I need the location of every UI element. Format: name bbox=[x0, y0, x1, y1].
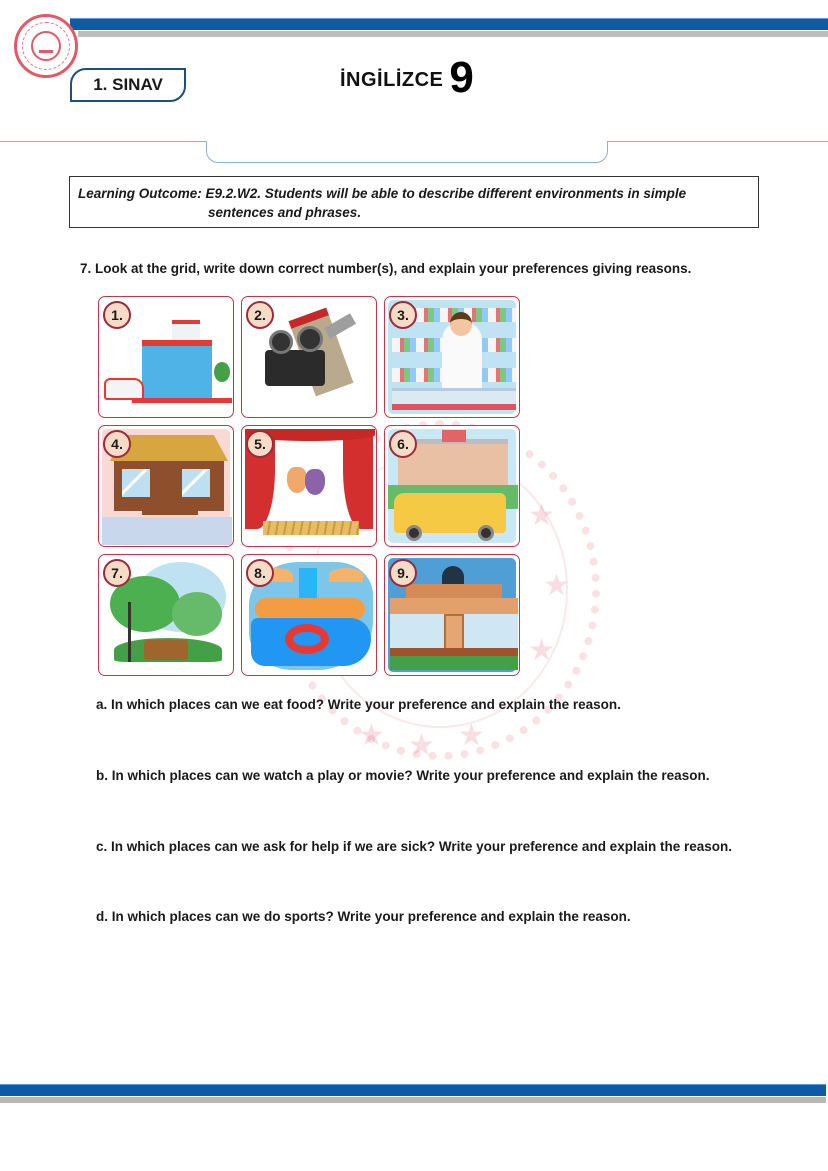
sub-question-a: a. In which places can we eat food? Write your preference and explain the reason. bbox=[96, 697, 621, 712]
sub-question-d: d. In which places can we do sports? Write your preference and explain the reason. bbox=[96, 909, 631, 924]
cell-number: 2. bbox=[246, 301, 274, 329]
star-icon: ★ bbox=[408, 729, 435, 762]
star-icon: ★ bbox=[458, 719, 485, 752]
grid-cell-5 bbox=[241, 425, 377, 547]
star-icon: ★ bbox=[528, 499, 555, 532]
learning-outcome-line2: sentences and phrases. bbox=[208, 205, 362, 220]
places-grid bbox=[98, 296, 520, 676]
header-tab-shape bbox=[206, 141, 608, 163]
cell-number: 9. bbox=[389, 559, 417, 587]
page-title bbox=[340, 53, 474, 102]
cell-number: 3. bbox=[389, 301, 417, 329]
cell-number: 7. bbox=[103, 559, 131, 587]
cell-number: 5. bbox=[246, 430, 274, 458]
cell-number: 8. bbox=[246, 559, 274, 587]
subject-title: İNGİLİZCE bbox=[340, 69, 444, 91]
grid-cell-8 bbox=[241, 554, 377, 676]
star-icon: ★ bbox=[543, 569, 570, 602]
question-7: 7. Look at the grid, write down correct number(s), and explain your preferences giving reasons. bbox=[80, 261, 692, 276]
grid-cell-6 bbox=[384, 425, 520, 547]
sub-question-b: b. In which places can we watch a play or movie? Write your preference and explain the reason. bbox=[96, 768, 710, 783]
grid-cell-1 bbox=[98, 296, 234, 418]
footer-gray-bar bbox=[0, 1097, 826, 1103]
footer-blue-bar bbox=[0, 1084, 826, 1096]
cell-number: 1. bbox=[103, 301, 131, 329]
star-icon: ★ bbox=[528, 634, 555, 667]
grid-cell-7 bbox=[98, 554, 234, 676]
cell-number: 6. bbox=[389, 430, 417, 458]
header-gray-bar bbox=[78, 31, 828, 37]
grid-cell-3 bbox=[384, 296, 520, 418]
exam-label-badge bbox=[70, 68, 186, 102]
star-icon: ★ bbox=[358, 719, 385, 752]
ministry-seal-icon bbox=[14, 14, 78, 78]
grade-number: 9 bbox=[449, 53, 474, 102]
header-blue-bar bbox=[70, 18, 828, 30]
learning-outcome-box bbox=[69, 176, 759, 228]
cell-number: 4. bbox=[103, 430, 131, 458]
exam-label: 1. SINAV bbox=[93, 75, 163, 94]
grid-cell-2 bbox=[241, 296, 377, 418]
sub-question-c: c. In which places can we ask for help if we are sick? Write your preference and explain the reason. bbox=[96, 839, 732, 854]
learning-outcome-line1: Learning Outcome: E9.2.W2. Students will be able to describe different environments in simple bbox=[78, 186, 687, 201]
grid-cell-4 bbox=[98, 425, 234, 547]
grid-cell-9 bbox=[384, 554, 520, 676]
